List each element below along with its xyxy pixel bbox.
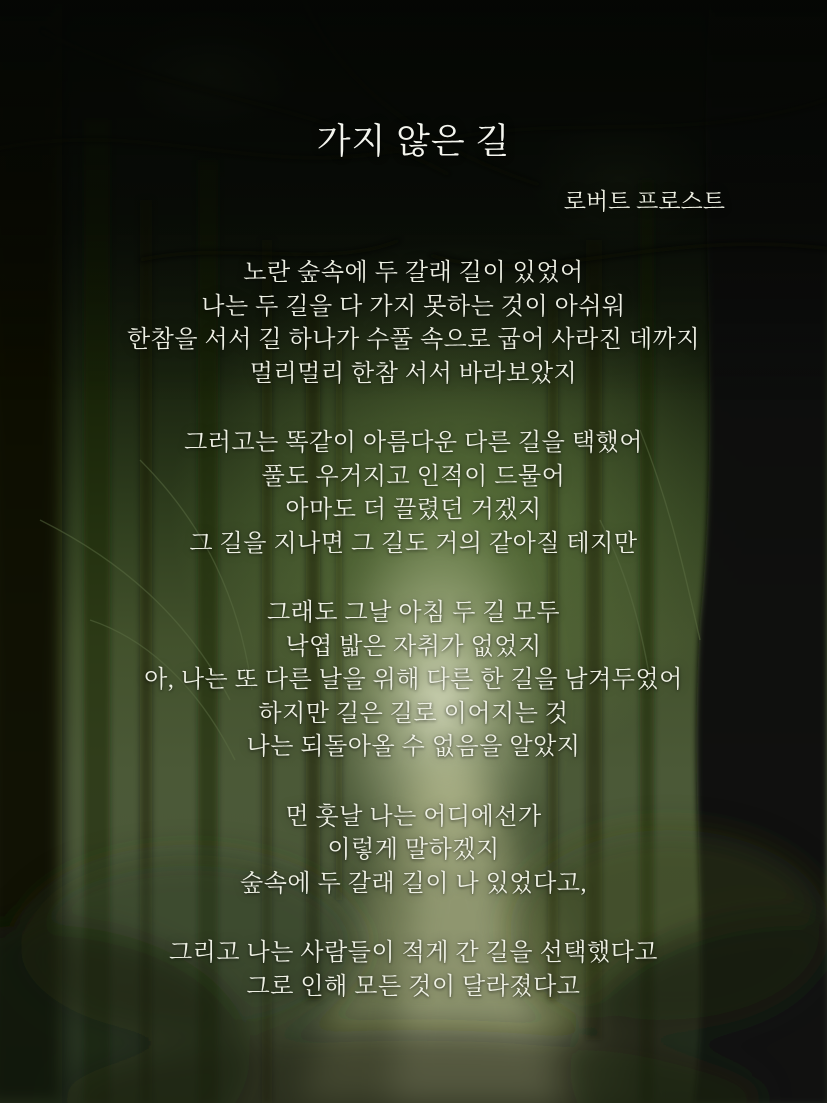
poem-line: 그리고 나는 사람들이 적게 간 길을 선택했다고 [169,940,658,966]
stanza-4 [0,801,827,902]
poem-line: 풀도 우거지고 인적이 드물어 [261,463,566,490]
poem-line: 그래도 그날 아침 두 길 모두 [266,600,561,626]
poem-line: 먼 훗날 나는 어디에선가 [285,803,542,830]
poem-line: 숲속에 두 갈래 길이 나 있었다고, [240,870,587,897]
stanza-3 [0,597,827,765]
poem-line: 그로 인해 모든 것이 달라졌다고 [246,973,581,1000]
poem-line: 멀리멀리 한참 서서 바라보았지 [249,360,578,387]
poem-line: 나는 되돌아올 수 없음을 알았지 [246,734,581,760]
poem-title: 가지 않은 길 [316,122,511,161]
poem-line: 그러고는 똑같이 아름다운 다른 길을 택했어 [184,430,643,456]
poem-body [0,257,827,1004]
poem-line: 낙엽 밟은 자취가 없었지 [285,633,542,660]
poem-line: 아, 나는 또 다른 날을 위해 다른 한 길을 남겨두었어 [144,667,683,693]
poem-line: 아마도 더 끌렸던 거겠지 [285,497,542,523]
poem-line: 노란 숲속에 두 갈래 길이 있었어 [243,260,584,286]
poem-line: 한참을 서서 길 하나가 수풀 속으로 굽어 사라진 데까지 [126,327,701,353]
poem-line: 이렇게 말하겠지 [327,837,500,863]
poem-author: 로버트 프로스트 [563,189,725,214]
stanza-5 [0,937,827,1004]
poem-line: 그 길을 지나면 그 길도 거의 같아질 테지만 [189,530,638,557]
poem-line: 하지만 길은 길로 이어지는 것 [258,700,569,727]
poem-line: 나는 두 길을 다 가지 못하는 것이 아쉬워 [201,293,626,320]
stanza-2 [0,427,827,561]
stanza-1 [0,257,827,391]
